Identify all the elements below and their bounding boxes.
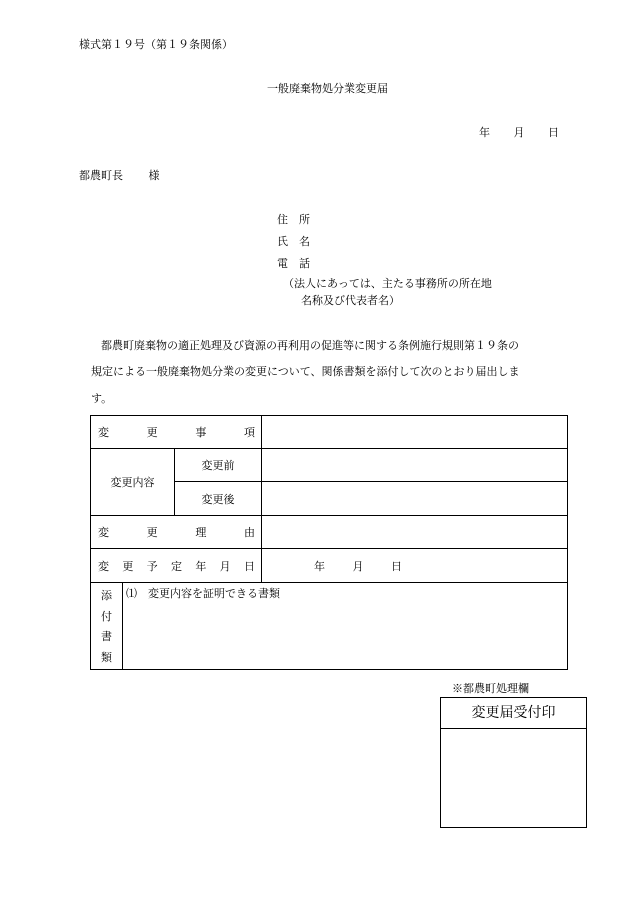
change-after-label-text: 変更後 [201,492,235,506]
attachments-label [91,583,123,670]
label-char: 更 [146,426,158,439]
row-attachments [91,583,568,670]
change-date-label [91,549,262,583]
change-content-label-text: 変更内容 [110,476,155,489]
attachments-field[interactable] [123,583,568,670]
change-content-label [91,449,175,516]
change-date-year: 年 [314,559,326,573]
reception-stamp-box [440,697,587,828]
change-before-field[interactable] [262,449,568,482]
label-char: 添 [101,589,112,603]
label-char: 定 [170,559,182,573]
label-char: 月 [219,559,231,573]
submission-date [479,124,559,140]
change-after-field[interactable] [262,482,568,516]
applicant-name-label: 氏 名 [277,235,310,248]
label-char: 変 [98,559,109,573]
label-char: 予 [146,559,158,573]
addressee [79,167,160,183]
label-char: 年 [195,559,207,573]
addressee-name: 都農町長 [79,169,123,182]
label-char: 事 [195,426,207,439]
applicant-note-line2: 名称及び代表者名） [301,294,400,307]
change-date-month: 月 [352,559,364,573]
office-use-label: ※都農町処理欄 [452,682,529,695]
change-item-label [91,416,262,449]
label-char: 更 [122,559,134,573]
body-text-line1: 都農町廃棄物の適正処理及び資源の再利用の促進等に関する条例施行規則第１９条の [101,339,519,352]
form-number: 様式第１９号（第１９条関係） [79,38,233,51]
attachment-item-1: ⑴ 変更内容を証明できる書類 [126,587,280,600]
reception-stamp-title: 変更届受付印 [441,698,586,729]
label-char: 理 [195,526,207,539]
label-char: 書 [101,630,112,644]
label-char: 付 [101,609,112,623]
applicant-note-line1: （法人にあっては、主たる事務所の所在地 [283,277,492,290]
label-char: 日 [243,559,255,573]
change-date-day: 日 [391,559,403,573]
change-before-label [175,449,262,482]
row-change-reason [91,516,568,549]
reception-stamp-area[interactable] [441,729,586,828]
label-char: 由 [244,526,256,539]
addressee-honorific: 様 [148,169,160,182]
applicant-address-label: 住 所 [277,213,310,226]
change-before-label-text: 変更前 [201,459,235,472]
label-char: 項 [244,426,256,439]
change-date-field[interactable] [262,549,568,583]
change-details-table [90,415,568,670]
change-after-label [175,482,262,516]
body-text-line2: 規定による一般廃棄物処分業の変更について、関係書類を添付して次のとおり届出しま [91,365,520,378]
date-month-label: 月 [513,126,525,139]
label-char: 類 [101,650,112,664]
label-char: 変 [98,526,109,539]
change-reason-field[interactable] [262,516,568,549]
date-year-label: 年 [479,126,490,139]
row-change-content-before [91,449,568,482]
body-text-line3: す。 [91,392,113,405]
date-day-label: 日 [548,126,559,139]
row-change-date [91,549,568,583]
change-reason-label [91,516,262,549]
change-item-field[interactable] [262,416,568,449]
row-change-item [91,416,568,449]
label-char: 変 [98,426,109,439]
label-char: 更 [146,526,158,539]
applicant-phone-label: 電 話 [277,257,310,270]
document-title: 一般廃棄物処分業変更届 [267,82,388,95]
